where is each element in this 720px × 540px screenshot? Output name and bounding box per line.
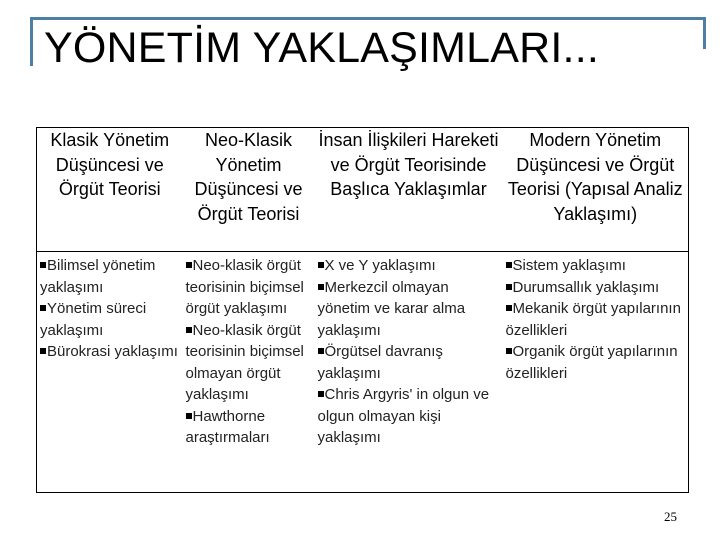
list-item-text: Durumsallık yaklaşımı bbox=[512, 278, 660, 296]
list-item bbox=[318, 341, 501, 384]
slide-title: YÖNETİM YAKLAŞIMLARI... bbox=[44, 24, 599, 72]
header-neo-classical: Neo-Klasik Yönetim Düşüncesi ve Örgüt Teorisi bbox=[183, 128, 315, 252]
list-item-text: Bilimsel yönetim yaklaşımı bbox=[40, 257, 156, 296]
list-item-text: Organik örgüt yapılarının özellikleri bbox=[505, 343, 678, 382]
column-human-relations bbox=[315, 252, 503, 493]
list-item-text: Mekanik örgüt yapılarının özellikleri bbox=[505, 300, 681, 339]
list-item-text: Bürokrasi yaklaşımı bbox=[47, 343, 178, 360]
list-item bbox=[318, 277, 501, 342]
list-item bbox=[40, 255, 181, 298]
square-bullet-icon bbox=[318, 391, 324, 397]
title-frame-left-line bbox=[30, 17, 33, 66]
header-modern: Modern Yönetim Düşüncesi ve Örgüt Teorisi (Yapısal Analiz Yaklaşımı) bbox=[503, 128, 689, 252]
list-item bbox=[186, 320, 313, 406]
list-item-text: Chris Argyris' in olgun ve olgun olmayan kişi yaklaşımı bbox=[317, 386, 490, 446]
square-bullet-icon bbox=[318, 348, 324, 354]
square-bullet-icon bbox=[186, 413, 192, 419]
square-bullet-icon bbox=[318, 262, 324, 268]
list-item bbox=[318, 255, 501, 277]
list-item-text: X ve Y yaklaşımı bbox=[324, 257, 436, 274]
table-body-row bbox=[37, 252, 689, 493]
list-item bbox=[40, 298, 181, 341]
square-bullet-icon bbox=[40, 348, 46, 354]
square-bullet-icon bbox=[40, 305, 46, 311]
page-number: 25 bbox=[664, 509, 677, 524]
list-item bbox=[506, 277, 687, 299]
list-item-text: Hawthorne araştırmaları bbox=[185, 407, 270, 446]
square-bullet-icon bbox=[506, 305, 512, 311]
column-classical bbox=[37, 252, 183, 493]
square-bullet-icon bbox=[506, 262, 512, 268]
list-item-text: Neo-klasik örgüt teorisinin biçimsel örgüt yaklaşımı bbox=[185, 257, 304, 317]
square-bullet-icon bbox=[186, 327, 192, 333]
square-bullet-icon bbox=[318, 284, 324, 290]
title-frame-right-line bbox=[703, 17, 706, 49]
column-modern bbox=[503, 252, 689, 493]
square-bullet-icon bbox=[40, 262, 46, 268]
list-item-text: Neo-klasik örgüt teorisinin biçimsel olmayan örgüt yaklaşımı bbox=[185, 321, 304, 403]
list-item bbox=[186, 406, 313, 449]
list-item-text: Merkezcil olmayan yönetim ve karar alma yaklaşımı bbox=[317, 278, 466, 339]
list-item bbox=[506, 341, 687, 384]
square-bullet-icon bbox=[186, 262, 192, 268]
list-item bbox=[318, 384, 501, 449]
list-item-text: Yönetim süreci yaklaşımı bbox=[40, 300, 147, 339]
table-header-row bbox=[37, 128, 689, 252]
header-classical: Klasik Yönetim Düşüncesi ve Örgüt Teorisi bbox=[37, 128, 183, 252]
title-frame-top-line bbox=[30, 17, 705, 20]
list-item bbox=[40, 341, 181, 363]
management-approaches-table bbox=[36, 127, 689, 493]
list-item bbox=[506, 255, 687, 277]
square-bullet-icon bbox=[506, 284, 512, 290]
square-bullet-icon bbox=[506, 348, 512, 354]
list-item bbox=[506, 298, 687, 341]
list-item-text: Örgütsel davranış yaklaşımı bbox=[317, 343, 443, 382]
column-neo-classical bbox=[183, 252, 315, 493]
list-item bbox=[186, 255, 313, 320]
list-item-text: Sistem yaklaşımı bbox=[512, 257, 626, 274]
header-human-relations: İnsan İlişkileri Hareketi ve Örgüt Teorisinde Başlıca Yaklaşımlar bbox=[315, 128, 503, 252]
